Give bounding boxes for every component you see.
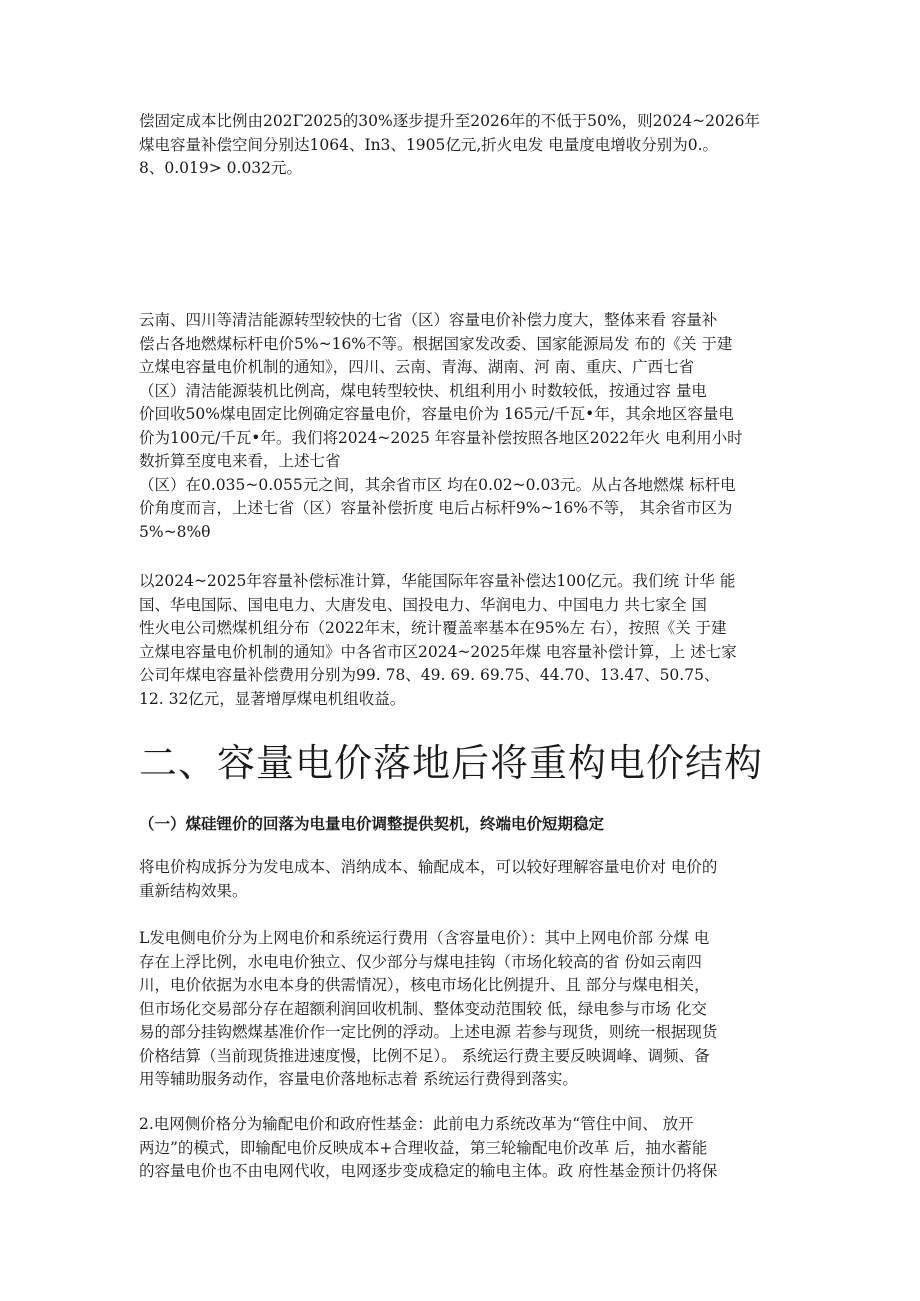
text-line: 云南、四川等清洁能源转型较快的七省（区）容量电价补偿力度大，整体来看 容量补 <box>139 311 718 329</box>
text-line: 立煤电容量电价机制的通知》中各省市区2024~2025年煤 电容量补偿计算，上 述七家 <box>139 642 737 661</box>
paragraph-grid-side-price <box>139 1113 789 1184</box>
text-line: 以2024~2025年容量补偿标准计算，华能国际年容量补偿达100亿元。我们统 计华 能 <box>139 572 736 590</box>
text-line: 煤电容量补偿空间分别达1064、In3、1905亿元,折火电发 电量度电增收分别为0.。 <box>139 135 719 154</box>
text-line: 价角度而言，上述七省（区）容量补偿折度 电后占标杆9%~16%不等， 其余省市区为 <box>139 499 733 517</box>
text-line: 用等辅助服务动作，容量电价落地标志着 系统运行费得到落实。 <box>139 1070 578 1088</box>
text-line: 性火电公司燃煤机组分布（2022年末，统计覆盖率基本在95%左 右），按照《关 于建 <box>139 619 727 637</box>
paragraph-seven-provinces <box>139 309 789 544</box>
text-line: 将电价构成拆分为发电成本、消纳成本、输配成本，可以较好理解容量电价对 电价的 <box>139 858 718 876</box>
text-line: 价回收50%煤电固定比例确定容量电价，容量电价为 165元/千瓦•年，其余地区容量电 <box>139 405 734 423</box>
paragraph-generation-side-price <box>139 927 789 1092</box>
text-line: 存在上浮比例，水电电价独立、仅少部分与煤电挂钩（市场化较高的省 份如云南四 <box>139 952 702 971</box>
text-line: 偿固定成本比例由202Γ2025的30%逐步提升至2026年的不低于50%，则2024~2026年 <box>139 112 761 130</box>
text-line: 立煤电容量电价机制的通知》，四川、云南、青海、湖南、河 南、重庆、广西七省 <box>139 358 695 376</box>
text-line: 价为100元/千瓦•年。我们将2024~2025 年容量补偿按照各地区2022年火 电利用小时 <box>139 428 743 447</box>
text-line: 但市场化交易部分存在超额利润回收机制、整体变动范围较 低，绿电参与市场 化交 <box>139 999 707 1018</box>
paragraph-price-structure-intro <box>139 856 789 903</box>
text-line: （区）清洁能源装机比例高，煤电转型较快、机组利用小 时数较低，按通过容 量电 <box>139 381 707 400</box>
text-line: 国、华电国际、国电电力、大唐发电、国投电力、华润电力、中国电力 共七家全 国 <box>139 595 707 614</box>
paragraph-company-compensation <box>139 570 789 711</box>
section-title: 二、容量电价落地后将重构电价结构 <box>139 741 764 785</box>
text-line: 川，电价依据为水电本身的供需情况），核电市场化比例提升、且 部分与煤电相关， <box>139 976 710 994</box>
text-line: 偿占各地燃煤标杆电价5%~16%不等。根据国家发改委、国家能源局发 布的《关 于建 <box>139 334 733 353</box>
text-line: 2.电网侧价格分为输配电价和政府性基金：此前电力系统改革为“管住中间、 放开 <box>139 1115 694 1133</box>
text-line: 价格结算（当前现货推进速度慢，比例不足）。 系统运行费主要反映调峰、调频、备 <box>139 1046 710 1065</box>
text-line: 的容量电价也不由电网代收，电网逐步变成稳定的输电主体。政 府性基金预计仍将保 <box>139 1162 718 1180</box>
text-line: 重新结构效果。 <box>139 881 248 900</box>
paragraph-capacity-compensation-space <box>139 110 789 181</box>
text-line: 公司年煤电容量补偿费用分别为99. 78、49. 69. 69.75、44.70、13.47、50.75、 <box>139 666 720 684</box>
text-line: 数折算至度电来看，上述七省 <box>139 452 341 470</box>
text-line: 易的部分挂钩燃煤基准价作一定比例的浮动。上述电源 若参与现货，则统一根据现货 <box>139 1023 718 1041</box>
text-line: （区）在0.035~0.055元之间，其余省市区 均在0.02~0.03元。从占各地燃煤 标杆电 <box>139 475 736 494</box>
text-line: 12. 32亿元，显著增厚煤电机组收益。 <box>139 689 406 708</box>
text-line: 8、0.019> 0.032元。 <box>139 159 303 177</box>
text-line: L发电侧电价分为上网电价和系统运行费用（含容量电价）：其中上网电价部 分煤 电 <box>139 929 710 947</box>
text-line: 两边”的模式，即输配电价反映成本+合理收益，第三轮输配电价改革 后，抽水蓄能 <box>139 1138 708 1157</box>
subsection-title: （一）煤硅锂价的回落为电量电价调整提供契机，终端电价短期稳定 <box>139 815 605 833</box>
text-line: 5%~8%θ <box>139 522 211 541</box>
